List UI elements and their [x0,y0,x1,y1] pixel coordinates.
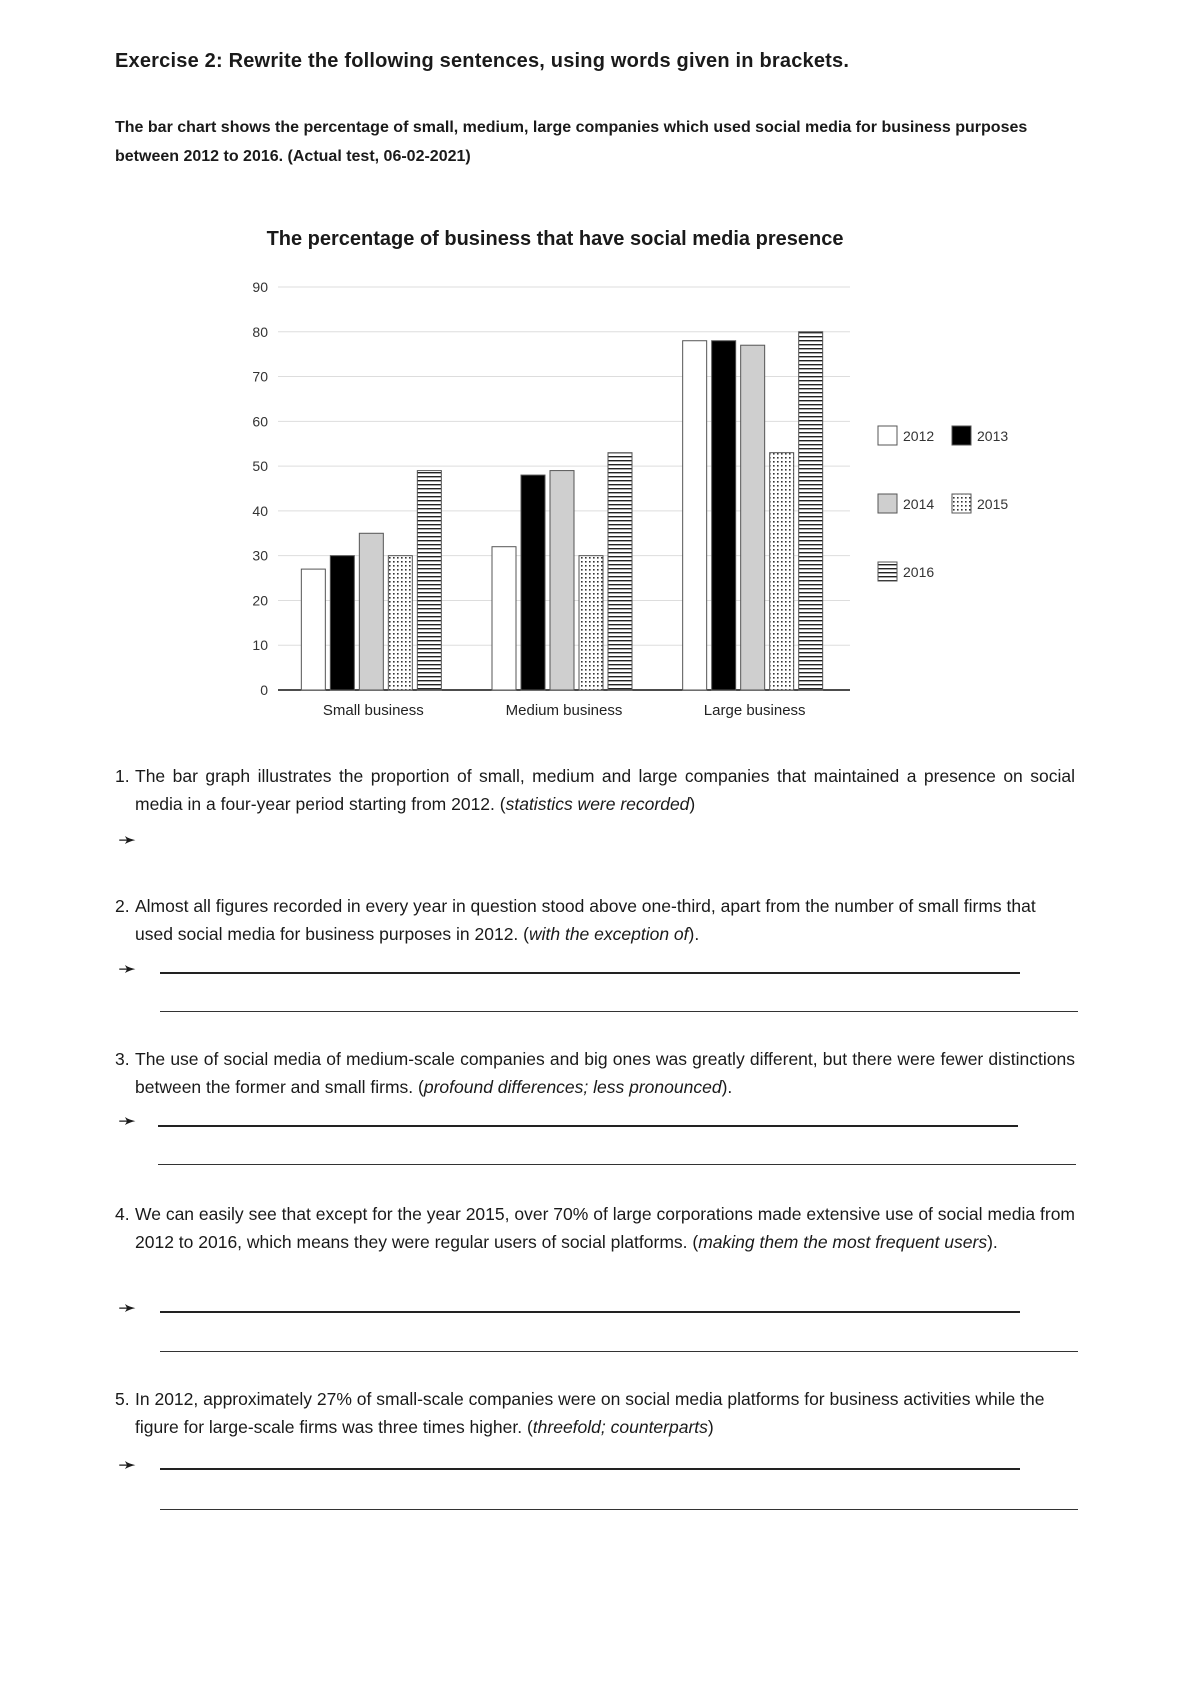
answer-line[interactable] [160,1011,1078,1012]
question-tail: ) [689,794,696,814]
question-text: Almost all figures recorded in every year in question stood above one-third, apart from the number of small firms that used social media for business purposes in 2012. ( [135,896,1036,944]
legend-label-2012: 2012 [903,428,935,444]
answer-arrow-icon: ➛ [118,1108,137,1133]
question-number: 3. [115,1049,130,1069]
legend-label-2015: 2015 [977,496,1009,512]
y-tick-label: 0 [260,682,268,698]
category-label: Large business [703,702,806,719]
answer-arrow-icon: ➛ [118,956,137,981]
bar-2014 [550,471,574,690]
bar-2016 [608,453,632,690]
answer-line[interactable] [160,972,1020,974]
answer-line[interactable] [158,1164,1076,1165]
bar-2015 [388,556,412,690]
bar-2012 [301,569,325,690]
bar-2014 [741,345,765,690]
bar-2013 [521,475,545,690]
question-text-block [115,1045,1075,1101]
answer-line[interactable] [160,1509,1078,1510]
question-hint: threefold; counterparts [532,1417,708,1437]
bar-2012 [492,547,516,690]
question-hint: with the exception of [528,924,689,944]
question-text-block [115,1200,1075,1256]
question-number: 4. [115,1204,130,1224]
question-text: The use of social media of medium-scale companies and big ones was greatly different, but there were fewer distinctions between the former and small firms. ( [135,1049,1075,1097]
bar-2016 [799,332,823,690]
question-number: 1. [115,766,130,786]
bar-2013 [330,556,354,690]
bar-chart [0,0,1200,740]
question-tail: ) [707,1417,714,1437]
question-number: 2. [115,896,130,916]
question-text: We can easily see that except for the year 2015, over 70% of large corporations made extensive use of social media from 2012 to 2016, which means they were regular users of social platforms. ( [135,1204,1075,1252]
bar-2013 [712,341,736,690]
y-tick-label: 80 [252,323,268,340]
legend-swatch-2015 [952,494,971,513]
y-tick-label: 50 [252,458,268,475]
answer-arrow-icon: ➛ [118,827,137,852]
question-text: The bar graph illustrates the proportion of small, medium and large companies that maintained a presence on social media in a four-year period starting from 2012. ( [135,766,1075,814]
category-label: Medium business [505,702,623,719]
y-tick-label: 30 [252,547,268,564]
question-2 [115,892,1075,948]
question-3 [115,1045,1075,1101]
intro-paragraph: The bar chart shows the percentage of small, medium, large companies which used social media for business purposes between 2012 to 2016. (Actual test, 06-02-2021) [115,119,1028,165]
answer-line[interactable] [158,1125,1018,1127]
answer-arrow-icon: ➛ [118,1452,137,1477]
question-tail: ). [688,924,700,944]
y-tick-label: 10 [252,637,268,654]
answer-line[interactable] [160,1351,1078,1352]
legend-label-2016: 2016 [903,564,935,580]
bar-2014 [359,533,383,690]
y-tick-label: 40 [252,502,268,519]
legend-swatch-2014 [878,494,897,513]
question-number: 5. [115,1389,130,1409]
answer-line[interactable] [160,1311,1020,1313]
question-text-block [115,762,1075,818]
legend-swatch-2013 [952,426,971,445]
y-tick-label: 90 [252,279,268,295]
exercise-title: Exercise 2: Rewrite the following sentences, using words given in brackets. [115,50,850,72]
answer-line[interactable] [160,1468,1020,1470]
bar-2015 [579,556,603,690]
question-hint: statistics were recorded [505,794,690,814]
legend-swatch-2012 [878,426,897,445]
question-5 [115,1385,1075,1441]
question-tail: ). [987,1232,998,1252]
question-text-block [115,892,1065,948]
bar-2012 [683,341,707,690]
y-tick-label: 20 [252,592,268,609]
y-tick-label: 60 [252,413,268,430]
legend-label-2014: 2014 [903,496,935,512]
question-tail: ). [721,1077,733,1097]
question-hint: making them the most frequent users [698,1232,988,1252]
bar-2016 [417,471,441,690]
answer-arrow-icon: ➛ [118,1295,137,1320]
legend-label-2013: 2013 [977,428,1009,444]
legend-swatch-2016 [878,562,897,581]
category-label: Small business [322,702,424,719]
y-tick-label: 70 [252,368,268,385]
bar-2015 [770,453,794,690]
question-hint: profound differences; less pronounced [423,1077,722,1097]
question-1 [115,762,1075,818]
question-text: In 2012, approximately 27% of small-scale companies were on social media platforms for business activities while the figure for large-scale firms was three times higher. ( [135,1389,1045,1437]
chart-title: The percentage of business that have social media presence [266,228,844,250]
question-text-block [115,1385,1065,1441]
question-4 [115,1200,1075,1256]
